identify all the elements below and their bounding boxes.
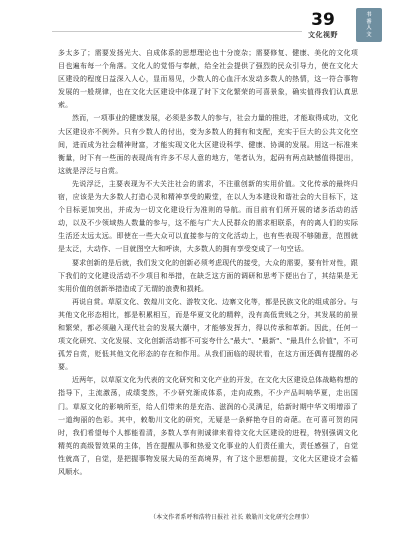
- paragraph: 多太多了；需要发扬光大、自成体系的思想理论也十分庞杂；需要修复、健康、美化的文化项目也遍布每一个角落。文化人的觉悟与奉献，给全社会提供了强烈的民众引导力，使在文化大区建设的程度日益深入人心，显而易见，少数人的心血汗水发动多数人的热情，这一符合事物发展的一般规律，也在文化大区建设中体现了时下文化繁荣的可喜景象，确实值得我们认真思索。: [58, 49, 358, 110]
- page-number: 39: [311, 10, 335, 30]
- column-title: 文化视野: [308, 31, 338, 39]
- article-body: [58, 47, 358, 479]
- tab-char: 书: [366, 12, 372, 18]
- paragraph: 要求创新的是后就，我们发文化的创新必须考虑现代的接受，大众的需要，要有针对性，跟下我们的文化建设活动不少项目和举措，在缺乏这方面的调研和思考下便出台了，其结果是无实用价值的创新举措造成了无谓的浪费和损耗。: [58, 258, 358, 293]
- paragraph: 先说浮泛，主要表现为不大关注社会的需求，不注重创新的实用价值。文化传承的最终归宿，应该是为大多数人打造心灵和精神享受的殿堂，在以人为本建设和谐社会的大目标下，这个目标更加突出，并成为一切文化建设行为准则的导航。而目前有们所开展的诸多活动的活动，以及不少领域热人数量的参与，这不能与广大人民群众的需求相联系，有的离人们的实际生活还太远太远。即使在一些大众可以直接参与的文化活动上，也有些表现不够随意，范围就是太泛，大动作、一目就图空大和呼读，大多数人的拥有享受变成了一句空话。: [58, 179, 358, 254]
- tab-char: 文: [366, 31, 372, 38]
- paragraph: 再说自赏。草原文化、敦煌川文化、游牧文化、边寨文化等，都是民族文化的组成部分。与其他文化形态相比，都是积累相互，而是华夏文化的精粹，没有高低贵贱之分，其发展的前景和繁荣，都必须融入现代社会的发展大潮中，才能够发挥力，得以传承和革新。因此，任何一项文化研究、文化发展、文化创新活动都不可妄夸什么"最大"、"最新"、"最具什么价值"，不可孤芳自赏，贬低其他文化形态的存在和作用。从我们面临的现状看，在这方面还偶有提醒的必要。: [58, 297, 358, 372]
- section-tab: [356, 8, 382, 42]
- tab-char: 人: [366, 25, 372, 31]
- author-note: （本文作者系呼和浩特日报社 社长 敕勒川文化研究会理事）: [150, 514, 313, 521]
- tab-char: 香: [366, 18, 372, 25]
- header-rule: [52, 31, 302, 32]
- paragraph: 然而，一项事业的健康发展，必须是多数人的参与，社会力量的推进，才能取得成功，文化大区建设亦不例外。只有少数人的付出，变为多数人的拥有和支配，充实于巨大的公共文化空间，进而成为社会精神财富，才能实现文化大区建设科学、健康、协调的发展。用这一标准来衡量，时下有一些面的表现尚有许多不尽人意的地方，笔者认为，起码有两点缺憾值得提出，这就是浮泛与自赏。: [58, 114, 358, 175]
- paragraph: 近两年，以草原文化为代表的文化研究和文化产业的开发，在文化大区建设总体战略构想的指导下，主流激荡，成绩斐然，不少研究渐成体系，走向成熟，不少产品叫响华夏，走出国门。草原文化的影响所至，给人们带来的是充浩、滋润的心灵满足，给新时期中华文明增添了一道绚丽的色彩。其中，敕勒川文化的研究，无疑是一条鲜艳夺目的奇葩。在可喜可贺的同时，我们希望每个人都能看清，多数人享有则诚律来看待文化大区建设的进程，特别强调文化精英的高级智效果的主体，旨在提醒从事和热爱文化事业的人们责任重大，责任感强了，自觉性就高了，自觉，是把握事物发展大局的至高境界，有了这个思想前提，文化大区建设才会循风顺水。: [58, 376, 358, 476]
